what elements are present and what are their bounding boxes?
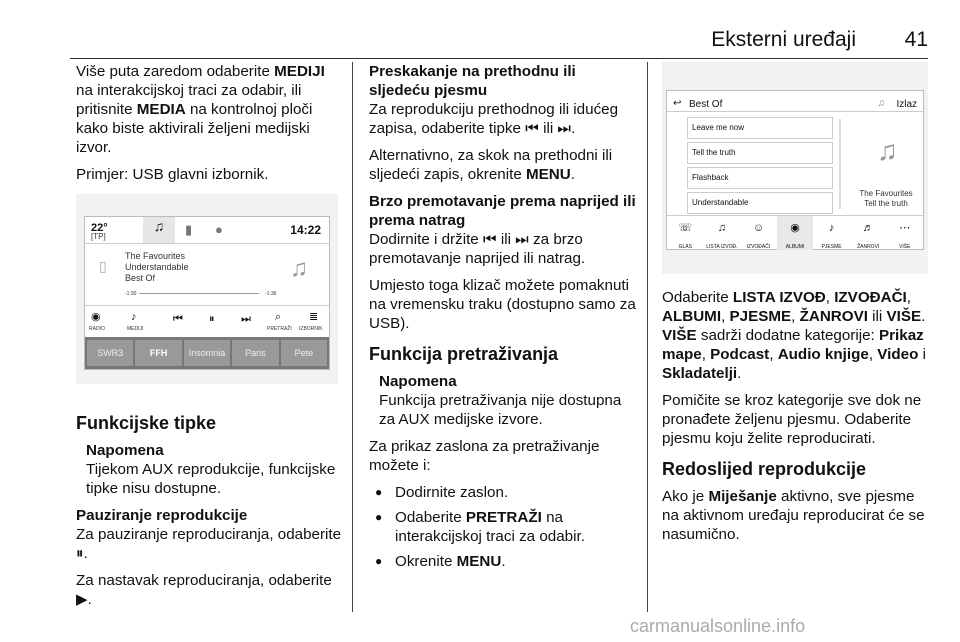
tab-albumi[interactable]: ◉ ALBUMI [777,216,814,250]
music-note-icon[interactable]: ♫ [143,217,175,243]
list-item[interactable]: Tell the truth [687,142,833,164]
chapter-title: Eksterni uređaji [711,28,856,51]
preset-button[interactable]: Pete [281,340,327,366]
column-1 [76,62,344,617]
temperature: 22° [91,222,108,234]
remaining-time: -1:36 [265,291,277,297]
izlaz-button[interactable]: Izlaz [896,99,917,110]
elapsed-time: -1:30 [125,291,137,297]
list-item: ● Dodirnite zaslon. [395,483,637,502]
back-icon[interactable]: ↩ [673,98,682,109]
search-icon[interactable]: ⌕ [275,311,282,323]
paragraph: Za reprodukciju prethodnog ili idućeg zapisa, odaberite tipke ⏮ ili ⏭. [369,101,619,137]
header-rule [70,58,928,59]
page-number: 41 [904,28,928,51]
clock: 14:22 [290,223,321,237]
section-heading: Redoslijed reprodukcije [662,459,867,479]
tab-lista-izvod[interactable]: ♫ LISTA IZVOĐ. [706,222,738,250]
paragraph: Umjesto toga klizač možete pomaknuti na vremensku traku (dostupno samo za USB). [369,277,636,332]
tab-izvodaci[interactable]: ☺ IZVOĐAČI [746,222,771,250]
tab-glas[interactable]: ☏ GLAS [678,222,693,250]
list-item: ● Odaberite PRETRAŽI na interakcijskoj traci za odabir. [395,508,637,546]
intro-paragraph: Više puta zaredom odaberite MEDIJI na interakcijskoj traci za odabir, ili pritisnite MEDIA na kontrolnoj ploči kako biste aktivirali željeni medijski izvor. [76,63,325,156]
note: Napomena Funkcija pretraživanja nije dostupna za AUX medijske izvore. [379,373,622,428]
song-name: Tell the truth [864,199,908,208]
preset-button[interactable]: Paris [232,340,278,366]
paragraph: Ako je Miješanje aktivno, sve pjesme na aktivnom uređaju reproducirat će se nasumično. [662,488,925,543]
preset-button[interactable]: Insomnia [184,340,230,366]
track-album: Best Of [125,273,156,283]
album-art-icon: ♫ [290,255,308,282]
column-divider [352,62,353,612]
tab-vise[interactable]: ⋯ VIŠE [899,222,911,250]
list-item[interactable]: Flashback [687,167,833,189]
pause-button[interactable]: ⏸ [209,313,215,325]
album-art-icon: ♫ [877,135,898,166]
list-item[interactable]: Leave me now [687,117,833,139]
paragraph: Za pauziranje reproduciranja, odaberite ⏸. [76,526,342,562]
mediji-button[interactable]: MEDIJI [127,326,144,332]
track-artist: The Favourites [125,251,186,261]
list-item: ● Okrenite MENU. [395,552,637,571]
scrollbar[interactable] [839,119,841,209]
usb-main-menu-screenshot [76,194,338,384]
track-title: Understandable [125,262,189,272]
phone-icon[interactable]: ▮ [185,222,193,237]
menu-icon[interactable]: ≣ [309,311,319,323]
pretrazi-button[interactable]: PRETRAŽI [267,326,292,332]
section-heading: Funkcija pretraživanja [369,344,559,364]
paragraph: Pomičite se kroz kategorije sve dok ne pronađete željenu pjesmu. Odaberite pjesmu koju želite reproducirati. [662,392,922,447]
tab-pjesme[interactable]: ♪ PJESME [821,222,842,250]
radio-button[interactable]: RADIO [89,326,105,332]
paragraph: Alternativno, za skok na prethodni ili sljedeći zapis, okrenite MENU. [369,147,613,183]
paragraph: Za prikaz zaslona za pretraživanje možete i: [369,438,600,474]
list-item[interactable]: Understandable [687,192,833,214]
section-heading: Funkcijske tipke [76,413,217,433]
example-caption: Primjer: USB glavni izbornik. [76,166,269,183]
radio-icon[interactable]: ◉ [91,311,101,323]
music-note-icon: ♫ [877,98,885,109]
column-2 [369,62,637,577]
usb-icon: ▯ [99,258,107,274]
column-3 [662,62,930,552]
paragraph: Za nastavak reproduciranja, odaberite ▶. [76,572,332,608]
paragraph: Dodirnite i držite ⏮ ili ⏭ za brzo premotavanje naprijed ili natrag. [369,231,586,267]
tp-indicator: [TP] [91,232,106,241]
note: Napomena Tijekom AUX reprodukcije, funkcijske tipke nisu dostupne. [86,442,336,497]
preset-button[interactable]: FFH [135,340,181,366]
column-divider [647,62,648,612]
previous-track-button[interactable]: ⏮ [173,313,183,325]
progress-slider[interactable] [139,293,259,294]
bullet-list [369,483,637,571]
next-track-button[interactable]: ⏭ [241,313,251,325]
subheading: Brzo premotavanje prema naprijed ili prema natrag [369,193,636,229]
browse-screenshot [662,62,928,274]
watermark: carmanualsonline.info [630,616,806,636]
subheading: Preskakanje na prethodnu ili sljedeću pjesmu [369,63,576,99]
page-header [70,22,928,52]
preset-button[interactable]: SWR3 [87,340,133,366]
music-icon[interactable]: ♪ [131,311,137,323]
list-title: Best Of [689,99,723,110]
subheading: Pauziranje reprodukcije [76,507,248,524]
info-icon[interactable]: ● [215,222,223,237]
paragraph: Odaberite LISTA IZVOĐ, IZVOĐAČI, ALBUMI, PJESME, ŽANROVI ili VIŠE. VIŠE sadrži dodatne kategorije: Prikaz mape, Podcast, Audio knjige, Video i Skladatelji. [662,289,926,382]
izbornik-button[interactable]: IZBORNIK [299,326,323,332]
artist-name: The Favourites [859,189,913,198]
tab-zanrovi[interactable]: ♬ ŽANROVI [857,222,880,250]
